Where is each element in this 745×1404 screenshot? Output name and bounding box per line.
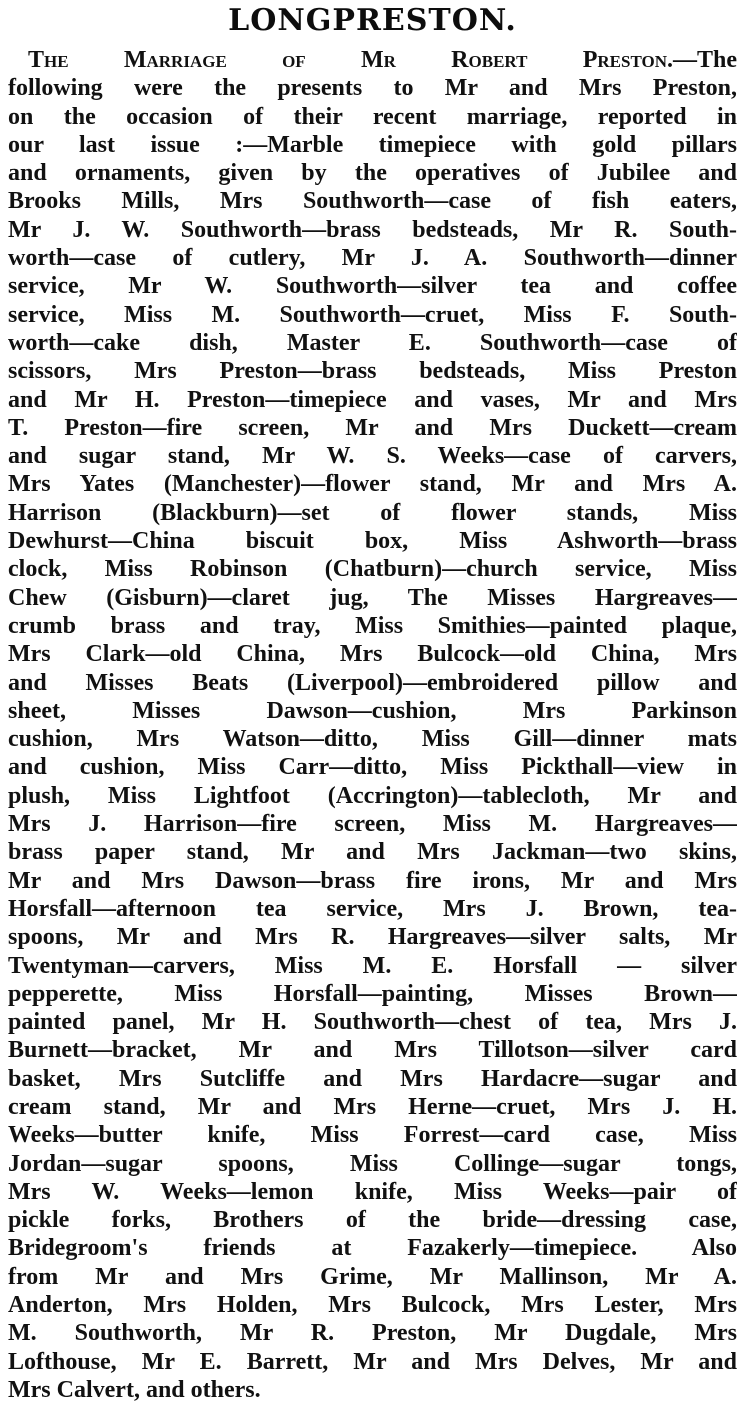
article-line: spoons, Mr and Mrs R. Hargreaves—silver salts, Mr bbox=[8, 924, 737, 951]
article-line: Mr and Mrs Dawson—brass fire irons, Mr and Mrs bbox=[8, 867, 737, 894]
article-line: Dewhurst—China biscuit box, Miss Ashworth—brass bbox=[8, 528, 737, 555]
article-line bbox=[8, 46, 737, 74]
article-body bbox=[8, 46, 737, 1404]
article-line: Mrs W. Weeks—lemon knife, Miss Weeks—pair of bbox=[8, 1178, 737, 1205]
article-line: Mrs Yates (Manchester)—flower stand, Mr and Mrs A. bbox=[8, 471, 737, 498]
article-line: and cushion, Miss Carr—ditto, Miss Pickthall—view in bbox=[8, 754, 737, 781]
article-line: from Mr and Mrs Grime, Mr Mallinson, Mr A. bbox=[8, 1263, 737, 1290]
article-line: T. Preston—fire screen, Mr and Mrs Duckett—cream bbox=[8, 414, 737, 441]
article-line: Burnett—bracket, Mr and Mrs Tillotson—silver card bbox=[8, 1037, 737, 1064]
article-line: and sugar stand, Mr W. S. Weeks—case of carvers, bbox=[8, 443, 737, 470]
article-line: clock, Miss Robinson (Chatburn)—church service, Miss bbox=[8, 556, 737, 583]
article-line: Chew (Gisburn)—claret jug, The Misses Hargreaves— bbox=[8, 584, 737, 611]
article-line: pepperette, Miss Horsfall—painting, Misses Brown— bbox=[8, 980, 737, 1007]
article-line: plush, Miss Lightfoot (Accrington)—tablecloth, Mr and bbox=[8, 782, 737, 809]
article-lead-in: The Marriage of Mr Robert Preston. bbox=[28, 47, 673, 73]
article-line: cushion, Mrs Watson—ditto, Miss Gill—dinner mats bbox=[8, 726, 737, 753]
article-line: pickle forks, Brothers of the bride—dressing case, bbox=[8, 1207, 737, 1234]
article-line: Anderton, Mrs Holden, Mrs Bulcock, Mrs Lester, Mrs bbox=[8, 1292, 737, 1319]
article-line: sheet, Misses Dawson—cushion, Mrs Parkinson bbox=[8, 697, 737, 724]
article-line: our last issue :—Marble timepiece with gold pillars bbox=[8, 131, 737, 158]
article-line: Harrison (Blackburn)—set of flower stands, Miss bbox=[8, 499, 737, 526]
article-line: cream stand, Mr and Mrs Herne—cruet, Mrs J. H. bbox=[8, 1093, 737, 1120]
article-line: scissors, Mrs Preston—brass bedsteads, Miss Preston bbox=[8, 358, 737, 385]
article-line: worth—case of cutlery, Mr J. A. Southworth—dinner bbox=[8, 245, 737, 272]
article-line: Bridegroom's friends at Fazakerly—timepiece. Also bbox=[8, 1235, 737, 1262]
article-line: Brooks Mills, Mrs Southworth—case of fish eaters, bbox=[8, 188, 737, 215]
article-line: Jordan—sugar spoons, Miss Collinge—sugar tongs, bbox=[8, 1150, 737, 1177]
article-line: M. Southworth, Mr R. Preston, Mr Dugdale, Mrs bbox=[8, 1320, 737, 1347]
article-line: and Mr H. Preston—timepiece and vases, Mr and Mrs bbox=[8, 386, 737, 413]
article-line: basket, Mrs Sutcliffe and Mrs Hardacre—sugar and bbox=[8, 1065, 737, 1092]
article-line: Mrs Calvert, and others. bbox=[8, 1376, 261, 1403]
article-line: Horsfall—afternoon tea service, Mrs J. Brown, tea- bbox=[8, 895, 737, 922]
article-line: Mrs J. Harrison—fire screen, Miss M. Hargreaves— bbox=[8, 811, 737, 838]
article-line: Lofthouse, Mr E. Barrett, Mr and Mrs Delves, Mr and bbox=[8, 1348, 737, 1375]
article-line: Mr J. W. Southworth—brass bedsteads, Mr R. South- bbox=[8, 216, 737, 243]
article-line: painted panel, Mr H. Southworth—chest of tea, Mrs J. bbox=[8, 1009, 737, 1036]
headline: LONGPRESTON. bbox=[228, 3, 517, 38]
article-line-text: —The bbox=[672, 47, 737, 73]
article-line: and ornaments, given by the operatives of Jubilee and bbox=[8, 160, 737, 187]
article-line: and Misses Beats (Liverpool)—embroidered pillow and bbox=[8, 669, 737, 696]
article-line: worth—cake dish, Master E. Southworth—case of bbox=[8, 329, 737, 356]
article-line: Mrs Clark—old China, Mrs Bulcock—old China, Mrs bbox=[8, 641, 737, 668]
article-line: Weeks—butter knife, Miss Forrest—card case, Miss bbox=[8, 1122, 737, 1149]
article-line: service, Mr W. Southworth—silver tea and coffee bbox=[8, 273, 737, 300]
article-line: following were the presents to Mr and Mrs Preston, bbox=[8, 75, 737, 102]
article-line: service, Miss M. Southworth—cruet, Miss F. South- bbox=[8, 301, 737, 328]
article-line: brass paper stand, Mr and Mrs Jackman—two skins, bbox=[8, 839, 737, 866]
article-line: on the occasion of their recent marriage, reported in bbox=[8, 103, 737, 130]
article-line: crumb brass and tray, Miss Smithies—painted plaque, bbox=[8, 612, 737, 639]
article-line: Twentyman—carvers, Miss M. E. Horsfall — silver bbox=[8, 952, 737, 979]
